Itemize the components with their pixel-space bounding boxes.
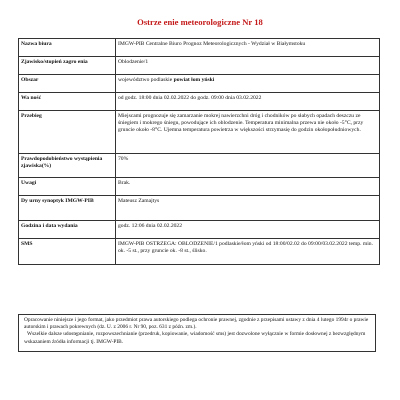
area-prefix: województwo podlaskie xyxy=(118,76,174,83)
table-row xyxy=(19,75,380,93)
row-label-forecaster: Dy urny synoptyk IMGW-PIB xyxy=(19,196,116,221)
row-value-validity: od godz. 18:00 dnia 02.02.2022 do godz. 09:00 dnia 03.02.2022 xyxy=(116,93,380,111)
row-label-remarks: Uwagi xyxy=(19,178,116,196)
table-row xyxy=(19,93,380,111)
row-value-remarks: Brak. xyxy=(116,178,380,196)
table-row xyxy=(19,39,380,57)
row-value-office: IMGW-PIB Centralne Biuro Prognoz Meteorologicznych - Wydział w Białymstoku xyxy=(116,39,380,57)
table-row xyxy=(19,178,380,196)
warning-table xyxy=(18,38,380,265)
table-row xyxy=(19,57,380,75)
row-value-area xyxy=(116,75,380,93)
table-row xyxy=(19,239,380,265)
row-label-phenomenon: Zjawisko/stopień zagro enia xyxy=(19,57,116,75)
redistribution-text: Wszelkie dalsze udostępnianie, rozpowszechnianie (przedruk, kopiowanie, wiadomość sms) jest dozwolone wyłącznie w formie dosłownej z bezwzględnym wskazaniem źródła informacji tj. IMGW-PIB. xyxy=(24,331,366,345)
table-row xyxy=(19,196,380,221)
row-value-course: Miejscami prognozuje się zamarzanie mokrej nawierzchni dróg i chodników po słabych opadach deszczu ze śniegiem i mokrego śniegu, powodujące ich oblodzenie. Temperatura minimalna przewa nie około -5°C, przy gruncie około -8°C. Ujemna temperatura powietrza w większości strzymasię do godzin okołopołudniowych. xyxy=(116,111,380,154)
table-row xyxy=(19,221,380,239)
row-label-validity: Wa ność xyxy=(19,93,116,111)
row-label-issue-time: Godzina i data wydania xyxy=(19,221,116,239)
document-title: Ostrze enie meteorologiczne Nr 18 xyxy=(137,17,263,27)
row-label-sms: SMS xyxy=(19,239,116,265)
table-row xyxy=(19,154,380,178)
row-value-probability: 70% xyxy=(116,154,380,178)
copyright-notice xyxy=(18,314,376,352)
row-value-forecaster: Mateusz Zamajtys xyxy=(116,196,380,221)
row-label-area: Obszar xyxy=(19,75,116,93)
copyright-text: Opracowanie niniejsze i jego format, jako przedmiot prawa autorskiego podlega ochronie prawnej, zgodnie z przepisami ustawy z dnia 4 lutego 1994r o prawie autorskim i prawach pokrewnych (dz. U. z 2006 r. Nr 90, poz. 631 z późn. zm.). xyxy=(24,317,369,331)
table-row xyxy=(19,111,380,154)
row-label-course: Przebieg xyxy=(19,111,116,154)
row-value-issue-time: godz. 12:06 dnia 02.02.2022 xyxy=(116,221,380,239)
row-label-probability: Prawdopodobieństwo wystąpienia zjawiska(%) xyxy=(19,154,116,178)
area-county: powiat łom yński xyxy=(173,76,215,83)
row-value-sms: IMGW-PIB OSTRZEGA: OBLODZENIE/1 podlaskie/łom yński od 18:00/02.02 do 09:00/03.02.2022 temp. min. ok. -5 st., przy gruncie ok. -8 st., ślisko. xyxy=(116,239,380,265)
row-label-office: Nazwa biura xyxy=(19,39,116,57)
row-value-phenomenon: Oblodzenie/1 xyxy=(116,57,380,75)
